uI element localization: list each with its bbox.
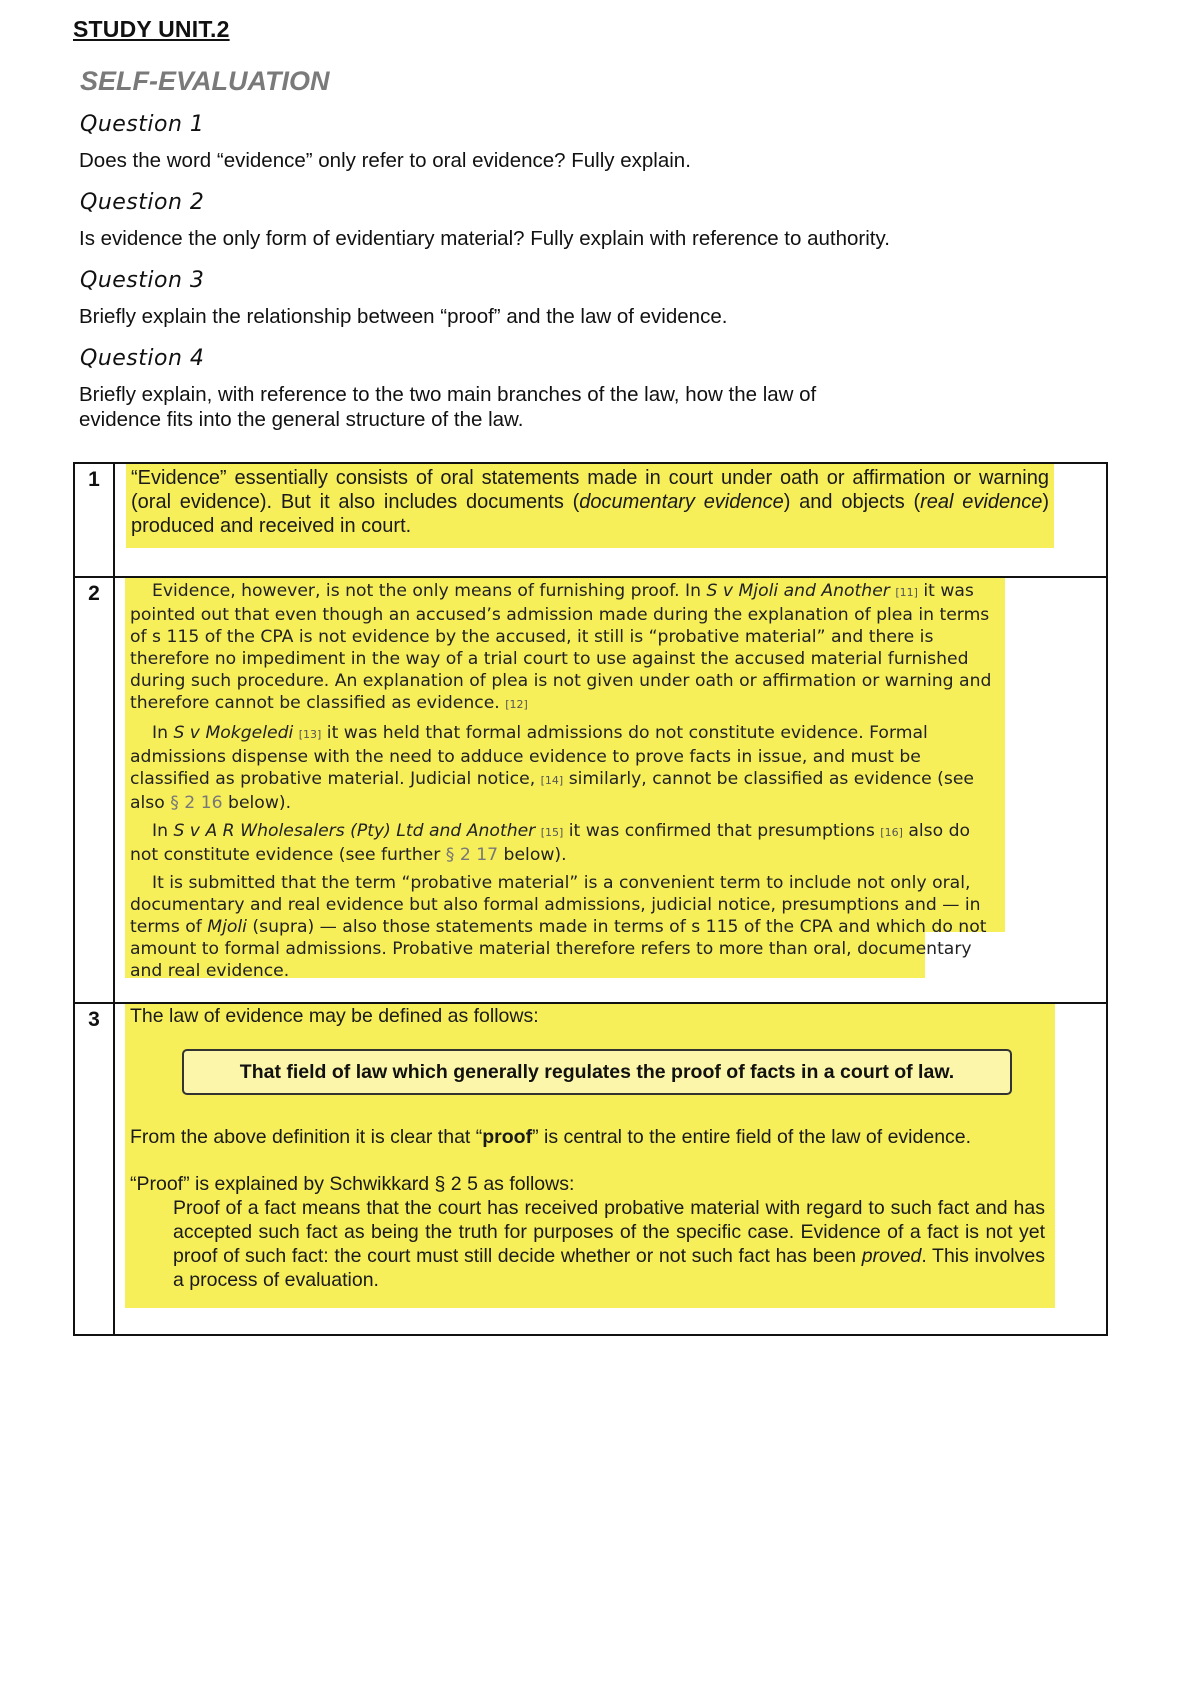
question-1-label: Question 1 (80, 112, 205, 137)
paragraph: In S v A R Wholesalers (Pty) Ltd and Another [15] it was confirmed that presumptions [16] also do not constitute evidence (see further § 2 17 below). (130, 821, 971, 865)
question-4-text: Briefly explain, with reference to the two main branches of the law, how the law of evidence fits into the general structure of the law. (79, 383, 817, 431)
question-3-text: Briefly explain the relationship between “proof” and the law of evidence. (79, 305, 728, 328)
answer-row-3 (73, 1002, 1108, 1336)
paragraph: In S v Mokgeledi [13] it was held that formal admissions do not constitute evidence. Formal admissions dispense with the need to adduce evidence to prove facts in issue, and must be classified as probative material. Judicial notice, [14] similarly, cannot be classified as evidence (see also § 2 16 below). (130, 723, 974, 813)
answer-3-proof-central: From the above definition it is clear that “proof” is central to the entire field of the law of evidence. (130, 1126, 972, 1148)
question-2-label: Question 2 (80, 190, 205, 215)
answer-2-text (130, 580, 998, 988)
answer-3-quote: Proof of a fact means that the court has received probative material with regard to such fact and has accepted such fact as being the truth for purposes of the specific case. Evidence of a fact is not yet proof of such fact: the court must still decide whether or not such fact has been proved. This involves a process of evaluation. (173, 1197, 1045, 1291)
answer-3-intro: The law of evidence may be defined as follows: (130, 1005, 539, 1027)
question-1-text: Does the word “evidence” only refer to oral evidence? Fully explain. (79, 149, 691, 172)
question-3-label: Question 3 (80, 268, 205, 293)
section-title: SELF-EVALUATION (80, 66, 330, 96)
paragraph: It is submitted that the term “probative material” is a convenient term to include not only oral, documentary and real evidence but also formal admissions, judicial notice, presumptions and — in terms of Mjoli (supra) — also those statements made in terms of s 115 of the CPA and which do not amount to formal admissions. Probative material therefore refers to more than oral, documentary and real evidence. (130, 873, 987, 981)
question-4-label: Question 4 (80, 346, 205, 371)
definition-box: That field of law which generally regulates the proof of facts in a court of law. (182, 1049, 1012, 1095)
answers-table (73, 462, 1110, 1334)
unit-title: STUDY UNIT.2 (73, 16, 230, 42)
answer-number-2: 2 (75, 578, 115, 1002)
answer-1-text: “Evidence” essentially consists of oral statements made in court under oath or affirmation or warning (oral evidence). But it also includes documents (documentary evidence) and objects (real evidence) produced and received in court. (131, 467, 1049, 537)
paragraph: Evidence, however, is not the only means of furnishing proof. In S v Mjoli and Another [11] it was pointed out that even though an accused’s admission made during the explanation of plea in terms of s 115 of the CPA is not evidence by the accused, it still is “probative material” and there is therefore no impediment in the way of a trial court to use against the accused material furnished during such procedure. An explanation of plea is not given under oath or affirmation or warning and therefore cannot be classified as evidence. [12] (130, 581, 992, 713)
answer-number-3: 3 (75, 1004, 115, 1334)
answer-3-schwikkard: “Proof” is explained by Schwikkard § 2 5 as follows: (130, 1173, 575, 1195)
question-2-text: Is evidence the only form of evidentiary material? Fully explain with reference to authority. (79, 227, 890, 250)
answer-row-1 (73, 462, 1108, 578)
answer-row-2 (73, 576, 1108, 1004)
answer-number-1: 1 (75, 464, 115, 576)
